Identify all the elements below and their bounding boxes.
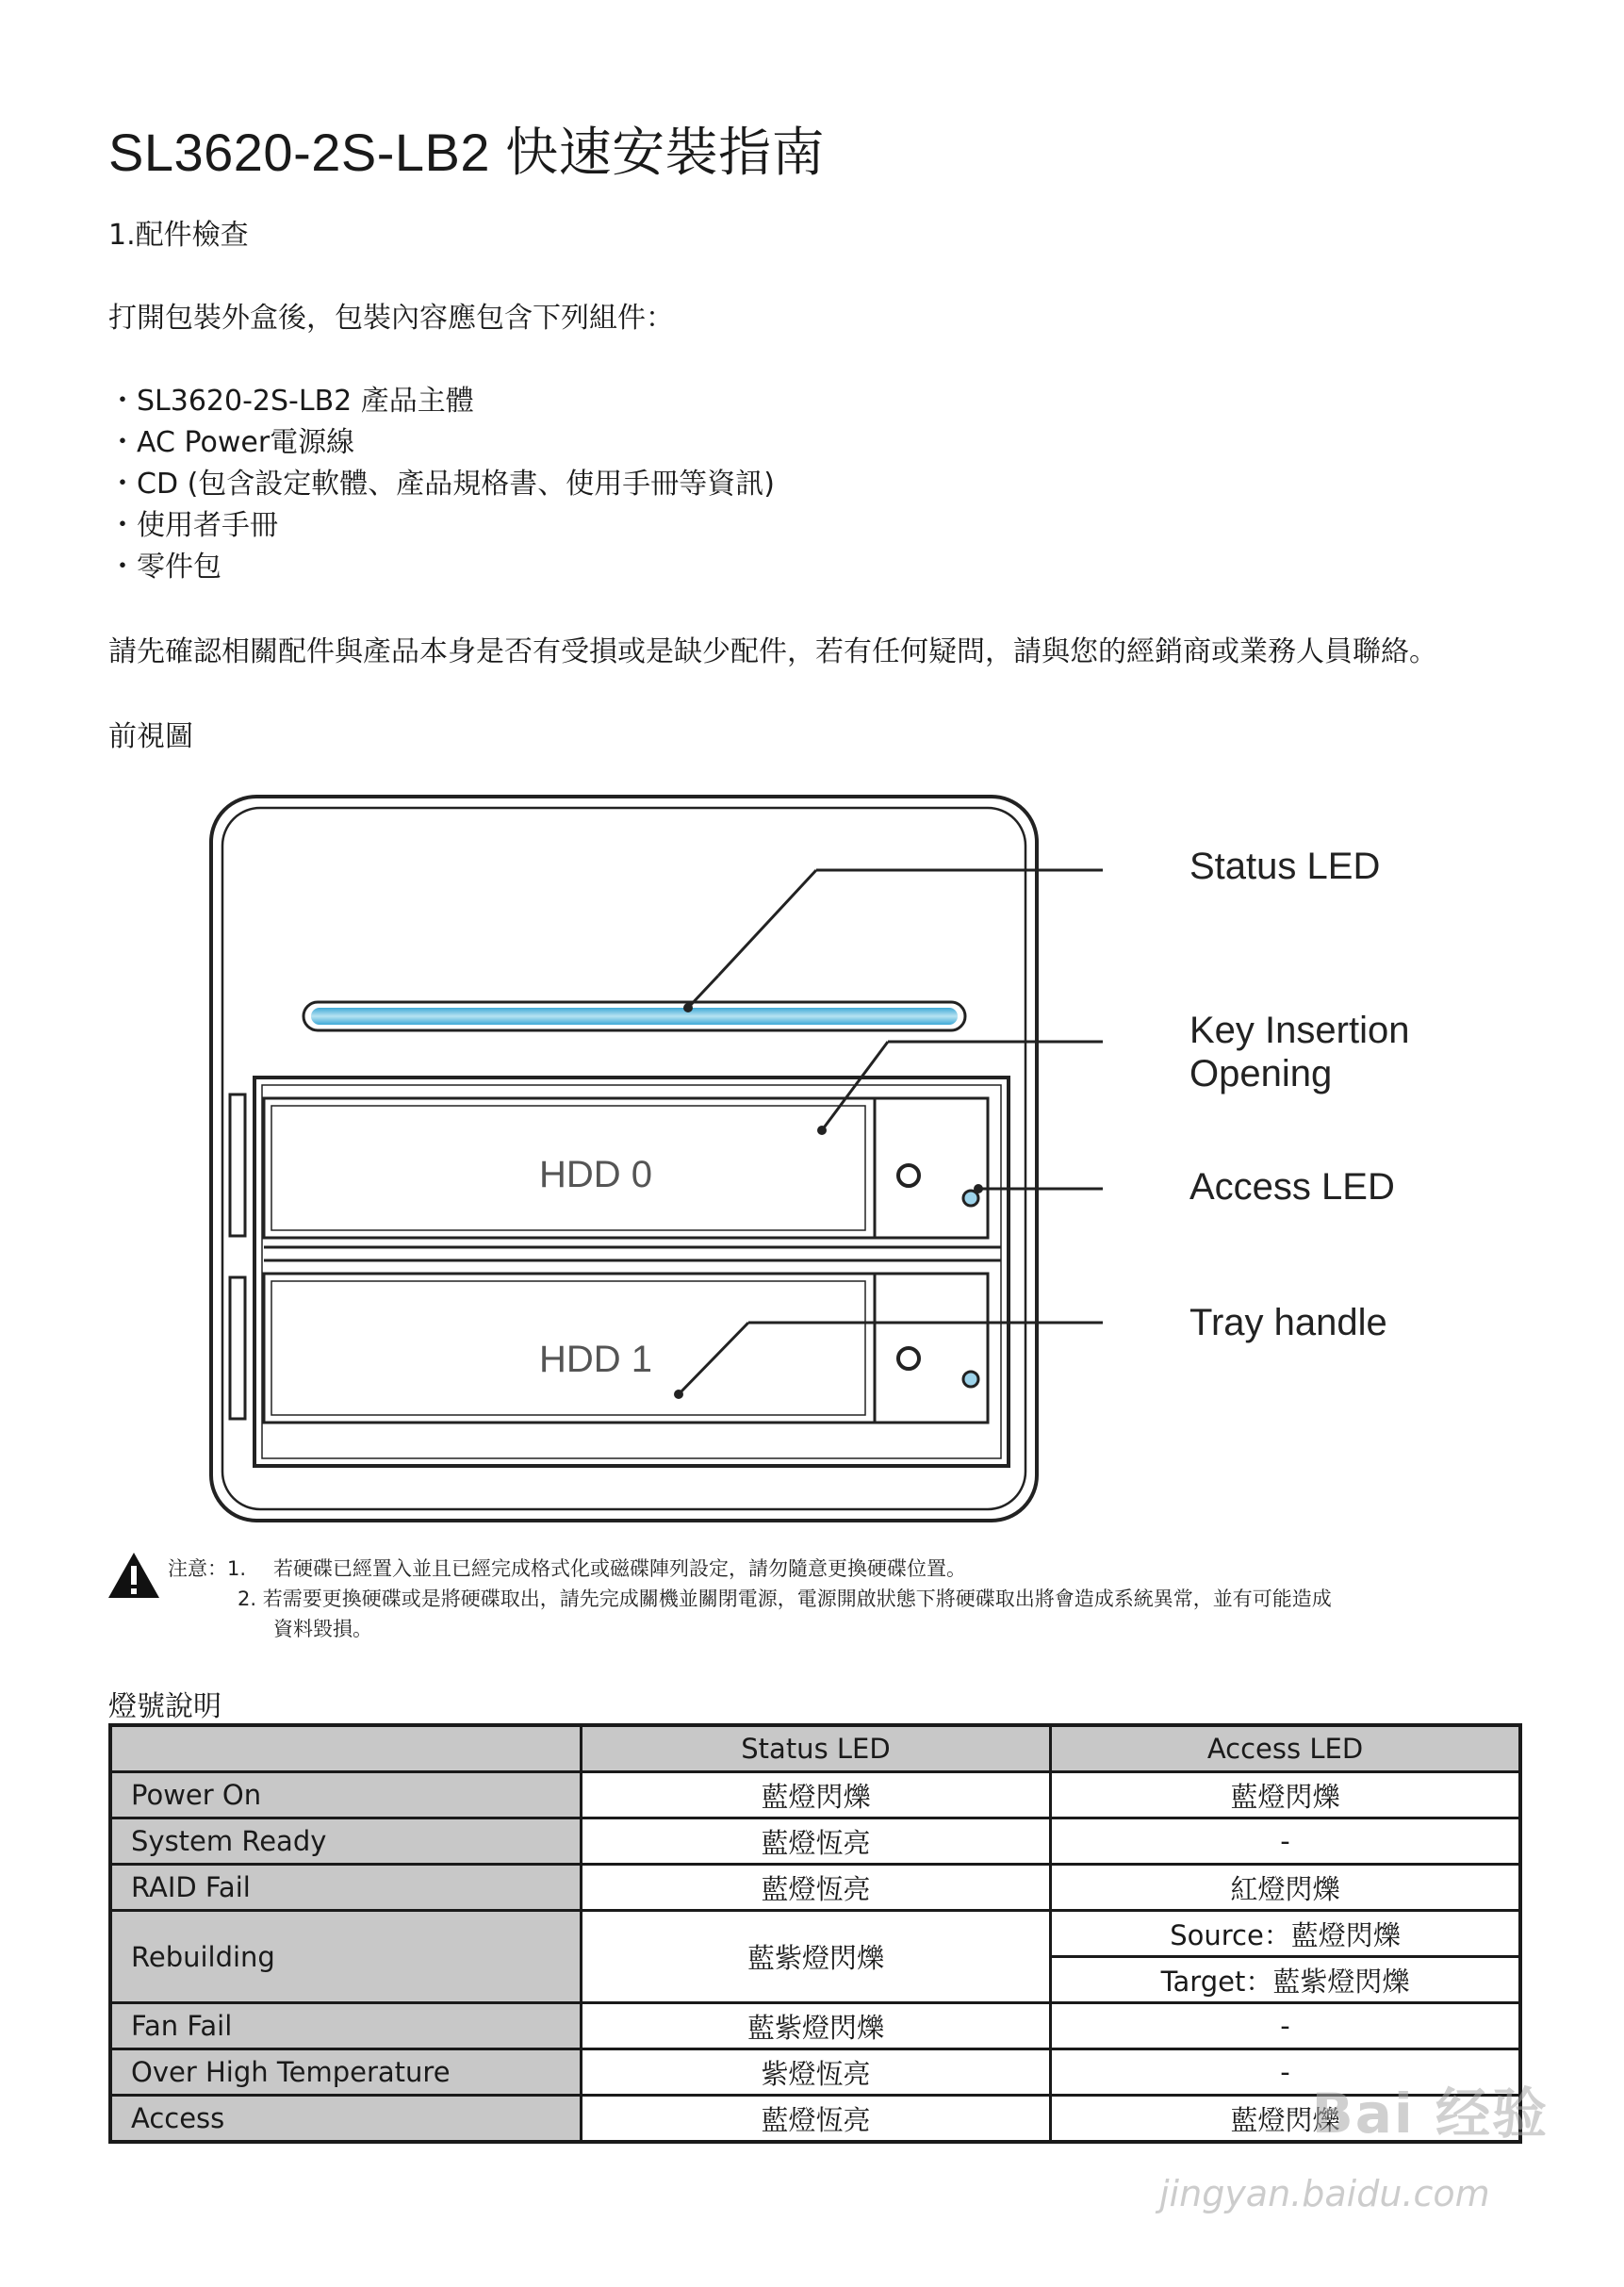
row-label: System Ready <box>110 1818 582 1865</box>
status-cell: 藍燈恆亮 <box>582 1818 1051 1865</box>
row-label: Access <box>110 2096 582 2143</box>
callout-status-led: Status LED <box>1189 846 1381 887</box>
section-heading: 1.配件檢查 <box>108 219 249 252</box>
page-title: SL3620-2S-LB2 快速安裝指南 <box>108 123 826 182</box>
caution-note-2: 2. 若需要更換硬碟或是將硬碟取出，請先完成關機並關閉電源，電源開啟狀態下將硬碟取出將會造成系統異常，並有可能造成 <box>238 1588 1332 1610</box>
table-row <box>110 1818 1520 1865</box>
list-item: ・ CD (包含設定軟體、產品規格書、使用手冊等資訊) <box>108 464 775 505</box>
list-item: ・ 零件包 <box>108 547 775 588</box>
status-cell: 藍紫燈閃爍 <box>582 1911 1051 2003</box>
access-cell: 紅燈閃爍 <box>1051 1865 1521 1911</box>
status-cell: 藍燈閃爍 <box>582 1772 1051 1818</box>
table-header-access: Access LED <box>1051 1725 1521 1772</box>
table-row <box>110 1772 1520 1818</box>
contents-list <box>108 381 775 588</box>
row-label: Over High Temperature <box>110 2049 582 2096</box>
callout-key-insertion: Key Insertion <box>1189 1010 1410 1051</box>
status-cell: 藍燈恆亮 <box>582 1865 1051 1911</box>
table-row <box>110 2049 1520 2096</box>
hdd0-label: HDD 0 <box>538 1154 653 1195</box>
access-cell: 藍燈閃爍 <box>1051 1772 1521 1818</box>
table-row <box>110 1865 1520 1911</box>
front-view-diagram <box>209 795 1435 1530</box>
list-item: ・ 使用者手冊 <box>108 505 775 547</box>
status-cell: 藍燈恆亮 <box>582 2096 1051 2143</box>
callout-key-insertion-2: Opening <box>1189 1053 1333 1094</box>
warning-icon <box>107 1551 161 1600</box>
callout-access-led: Access LED <box>1189 1166 1395 1208</box>
front-view-heading: 前視圖 <box>108 720 193 753</box>
access-cell: - <box>1051 2049 1521 2096</box>
caution-notes <box>168 1554 1534 1648</box>
table-row <box>110 2003 1520 2049</box>
notice-text: 請先確認相關配件與產品本身是否有受損或是缺少配件，若有任何疑問，請與您的經銷商或業務人員聯絡。 <box>108 635 1437 668</box>
row-label: Fan Fail <box>110 2003 582 2049</box>
access-cell: - <box>1051 1818 1521 1865</box>
key-insertion-opening <box>898 1165 919 1186</box>
led-section-title: 燈號說明 <box>108 1690 221 1723</box>
table-header-status: Status LED <box>582 1725 1051 1772</box>
access-led <box>963 1191 978 1206</box>
access-cell: 藍燈閃爍 <box>1051 2096 1521 2143</box>
row-label: Rebuilding <box>110 1911 582 2003</box>
hdd1-label: HDD 1 <box>538 1339 653 1380</box>
table-row <box>110 1911 1520 1957</box>
caution-note-1: 若硬碟已經置入並且已經完成格式化或磁碟陣列設定，請勿隨意更換硬碟位置。 <box>273 1557 966 1580</box>
table-header-row <box>110 1725 1520 1772</box>
caution-note-2-cont: 資料毀損。 <box>273 1618 372 1640</box>
watermark-url: jingyan.baidu.com <box>1159 2173 1490 2214</box>
table-header-blank <box>110 1725 582 1772</box>
row-label: RAID Fail <box>110 1865 582 1911</box>
list-item: ・ AC Power電源線 <box>108 422 775 464</box>
table-row <box>110 2096 1520 2143</box>
watermark-logo: Bai 经验 <box>1311 2081 1549 2146</box>
intro-text: 打開包裝外盒後，包裝內容應包含下列組件： <box>108 302 674 335</box>
access-cell: - <box>1051 2003 1521 2049</box>
list-item: ・ SL3620-2S-LB2 產品主體 <box>108 381 775 422</box>
caution-label: 注意：1. <box>168 1557 247 1580</box>
access-cell: Target：藍紫燈閃爍 <box>1051 1957 1521 2003</box>
callout-tray-handle: Tray handle <box>1189 1302 1387 1343</box>
status-cell: 紫燈恆亮 <box>582 2049 1051 2096</box>
led-table <box>108 1723 1522 2144</box>
status-cell: 藍紫燈閃爍 <box>582 2003 1051 2049</box>
row-label: Power On <box>110 1772 582 1818</box>
access-cell: Source：藍燈閃爍 <box>1051 1911 1521 1957</box>
